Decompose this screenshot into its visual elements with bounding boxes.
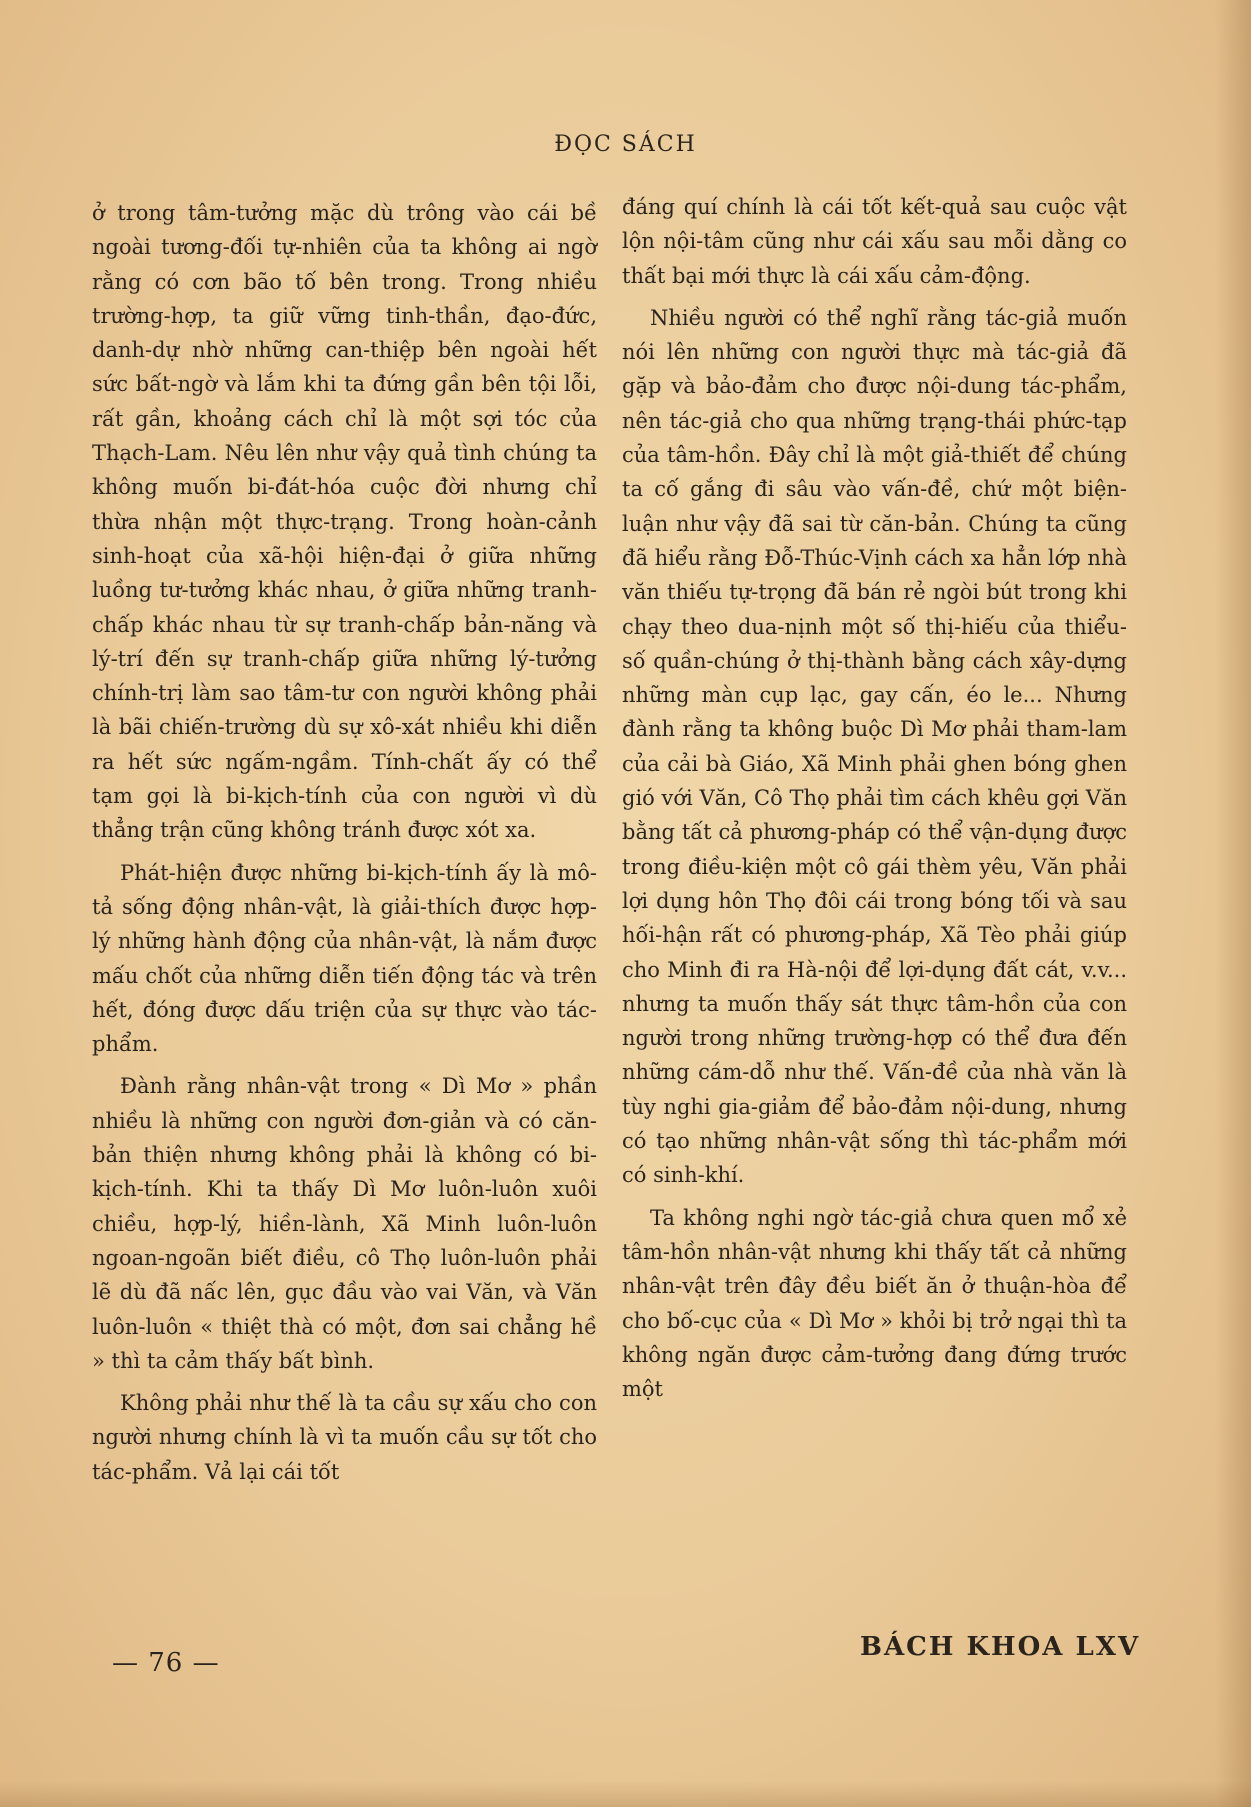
page-edge-shadow xyxy=(1215,0,1251,1807)
right-column xyxy=(622,190,1127,1406)
paragraph: Phát-hiện được những bi-kịch-tính ấy là mô-tả sống động nhân-vật, là giải-thích được hợp-lý những hành động của nhân-vật, là nắm được mấu chốt của những diễn tiến động tác và trên hết, đóng được dấu triện của sự thực vào tác-phẩm. xyxy=(92,860,597,1057)
paragraph: đáng quí chính là cái tốt kết-quả sau cuộc vật lộn nội-tâm cũng như cái xấu sau mỗi dằng co thất bại mới thực là cái xấu cảm-động. xyxy=(622,195,1127,288)
paragraph: Đành rằng nhân-vật trong « Dì Mơ » phần nhiều là những con người đơn-giản và có căn-bản thiện nhưng không phải là không có bi-kịch-tính. Khi ta thấy Dì Mơ luôn-luôn xuôi chiều, hợp-lý, hiền-lành, Xã Minh luôn-luôn ngoan-ngoãn biết điều, cô Thọ luôn-luôn phải lẽ dù đã nấc lên, gục đầu vào vai Văn, và Văn luôn-luôn « thiệt thà có một, đơn sai chẳng hề » thì ta cảm thấy bất bình. xyxy=(92,1074,597,1373)
paragraph: Nhiều người có thể nghĩ rằng tác-giả muốn nói lên những con người thực mà tác-giả đã gặp và bảo-đảm cho được nội-dung tác-phẩm, nên tác-giả cho qua những trạng-thái phức-tạp của tâm-hồn. Đây chỉ là một giả-thiết để chúng ta cố gắng đi sâu vào vấn-đề, chứ một biện-luận như vậy đã sai từ căn-bản. Chúng ta cũng đã hiểu rằng Đỗ-Thúc-Vịnh cách xa hẳn lớp nhà văn thiếu tự-trọng đã bán rẻ ngòi bút trong khi chạy theo dua-nịnh một số thị-hiếu của thiểu-số quần-chúng ở thị-thành bằng cách xây-dựng những màn cụp lạc, gay cấn, éo le... Nhưng đành rằng ta không buộc Dì Mơ phải tham-lam của cải bà Giáo, Xã Minh phải ghen bóng ghen gió với Văn, Cô Thọ phải tìm cách khêu gợi Văn bằng tất cả phương-pháp có thể vận-dụng được trong điều-kiện một cô gái thèm yêu, Văn phải lợi dụng hôn Thọ đôi cái trong bóng tối và sau hối-hận rất có phương-pháp, Xã Tèo phải giúp cho Minh đi ra Hà-nội để lợi-dụng đất cát, v.v... nhưng ta muốn thấy sát thực tâm-hồn của con người trong những trường-hợp có thể đưa đến những cám-dỗ như thế. Vấn-đề của nhà văn là tùy nghi gia-giảm để bảo-đảm nội-dung, nhưng có tạo những nhân-vật sống thì tác-phẩm mới có sinh-khí. xyxy=(622,305,1127,1188)
paragraph: Không phải như thế là ta cầu sự xấu cho con người nhưng chính là vì ta muốn cầu sự tốt cho tác-phẩm. Vả lại cái tốt xyxy=(92,1391,597,1484)
page-number: — 76 — xyxy=(112,1648,220,1678)
paragraph: Ta không nghi ngờ tác-giả chưa quen mổ xẻ tâm-hồn nhân-vật nhưng khi thấy tất cả những nhân-vật trên đây đều biết ăn ở thuận-hòa để cho bố-cục của « Dì Mơ » khỏi bị trở ngại thì ta không ngăn được cảm-tưởng đang đứng trước một xyxy=(622,1205,1127,1402)
left-column xyxy=(92,196,597,1489)
page-bottom-shadow xyxy=(0,1781,1251,1807)
paragraph: ở trong tâm-tưởng mặc dù trông vào cái bề ngoài tương-đối tự-nhiên của ta không ai ngờ rằng có cơn bão tố bên trong. Trong nhiều trường-hợp, ta giữ vững tinh-thần, đạo-đức, danh-dự nhờ những can-thiệp bên ngoài hết sức bất-ngờ và lắm khi ta đứng gần bên tội lỗi, rất gần, khoảng cách chỉ là một sợi tóc của Thạch-Lam. Nêu lên như vậy quả tình chúng ta không muốn bi-đát-hóa cuộc đời nhưng chỉ thừa nhận một thực-trạng. Trong hoàn-cảnh sinh-hoạt của xã-hội hiện-đại ở giữa những luồng tư-tưởng khác nhau, ở giữa những tranh-chấp khác nhau từ sự tranh-chấp bản-năng và lý-trí đến sự tranh-chấp giữa những lý-tưởng chính-trị làm sao tâm-tư con người không phải là bãi chiến-trường dù sự xô-xát nhiều khi diễn ra hết sức ngấm-ngầm. Tính-chất ấy có thể tạm gọi là bi-kịch-tính của con người vì dù thẳng trận cũng không tránh được xót xa. xyxy=(92,201,597,843)
publication-title: BÁCH KHOA LXV xyxy=(860,1632,1141,1662)
section-header: ĐỌC SÁCH xyxy=(554,132,697,157)
